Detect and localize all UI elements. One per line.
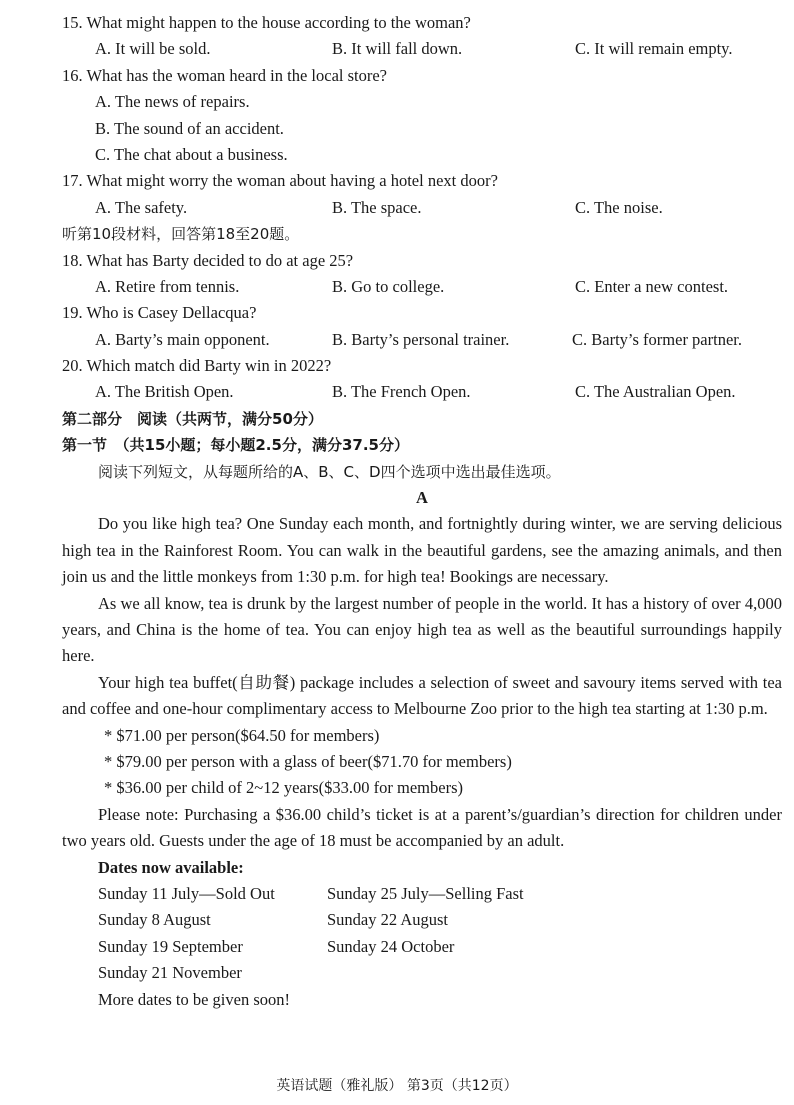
question-15 (62, 10, 782, 36)
price-item: * $71.00 per person($64.50 for members) (104, 725, 380, 745)
date-item: Sunday 24 October (327, 936, 455, 956)
option-b: B. Go to college. (332, 276, 445, 296)
option-c: C. Enter a new contest. (575, 276, 729, 296)
price-item: * $36.00 per child of 2~12 years($33.00 for members) (104, 778, 464, 798)
question-text: 20. Which match did Barty win in 2022? (62, 356, 332, 376)
section-instruction: 听第10段材料，回答第18至20题。 (62, 225, 300, 244)
date-item: Sunday 11 July—Sold Out (98, 884, 275, 904)
question-19 (62, 300, 782, 326)
question-16 (62, 63, 782, 89)
option-a: A. The news of repairs. (95, 92, 250, 112)
option-b: B. It will fall down. (332, 39, 463, 59)
date-item: Sunday 19 September (98, 936, 243, 956)
date-item: Sunday 8 August (98, 910, 211, 930)
dates-row (62, 881, 782, 907)
option-c: C. The Australian Open. (575, 382, 736, 402)
passage-note: Please note: Purchasing a $36.00 child’s ticket is at a parent’s/guardian’s direction for children under two years old. Guests under the age of 18 must be accompanied by an adult. (62, 804, 782, 851)
price-item: * $79.00 per person with a glass of beer($71.70 for members) (104, 752, 512, 772)
passage-paragraph-1: Do you like high tea? One Sunday each month, and fortnightly during winter, we are serving delicious high tea in the Rainforest Room. You can walk in the beautiful gardens, see the amazing animals, and then join us and the little monkeys from 1:30 p.m. for high tea! Bookings are necessary. (62, 514, 782, 587)
passage-label: A (416, 488, 428, 508)
dates-row (62, 934, 782, 960)
dates-row (62, 907, 782, 933)
dates-row (62, 960, 782, 986)
question-text: 15. What might happen to the house according to the woman? (62, 13, 471, 32)
option-b: B. Barty’s personal trainer. (332, 329, 510, 349)
dates-title: Dates now available: (98, 857, 244, 877)
option-b: B. The sound of an accident. (95, 118, 284, 138)
options-20 (62, 379, 782, 405)
question-text: 19. Who is Casey Dellacqua? (62, 303, 257, 323)
options-17 (62, 195, 782, 221)
option-b: B. The space. (332, 197, 422, 217)
question-18 (62, 248, 782, 274)
question-text: 18. What has Barty decided to do at age 25? (62, 250, 354, 270)
option-a: A. The British Open. (95, 382, 234, 402)
option-c: C. It will remain empty. (575, 39, 733, 59)
options-15 (62, 36, 782, 62)
option-c: C. The noise. (575, 197, 663, 217)
question-text: 17. What might worry the woman about having a hotel next door? (62, 171, 498, 191)
date-item: Sunday 21 November (98, 963, 242, 983)
option-b: B. The French Open. (332, 382, 471, 402)
option-a: A. Retire from tennis. (95, 276, 240, 296)
page-footer: 英语试题（雅礼版） 第3页（共12页） (276, 1078, 518, 1094)
exam-page (62, 10, 782, 1013)
option-a: A. Barty’s main opponent. (95, 329, 270, 349)
question-17 (62, 168, 782, 194)
section-title: 第一节 （共15小题；每小题2.5分，满分37.5分） (62, 436, 409, 455)
question-text: 16. What has the woman heard in the local store? (62, 65, 388, 85)
option-a: A. It will be sold. (95, 39, 211, 59)
options-18 (62, 274, 782, 300)
reading-instruction: 阅读下列短文，从每题所给的A、B、C、D四个选项中选出最佳选项。 (98, 462, 561, 481)
part-title: 第二部分 阅读（共两节，满分50分） (62, 409, 323, 428)
option-c: C. The chat about a business. (95, 144, 288, 164)
options-19 (62, 327, 782, 353)
passage-paragraph-3: Your high tea buffet(自助餐) package includes a selection of sweet and savoury items served with tea and coffee and one-hour complimentary access to Melbourne Zoo prior to the high tea starting at 1:30 p.m. (62, 672, 782, 719)
option-c: C. Barty’s former partner. (572, 329, 742, 349)
passage-paragraph-2: As we all know, tea is drunk by the largest number of people in the world. It has a history of over 4,000 years, and China is the home of tea. You can enjoy high tea as well as the beautiful surroundings happily here. (62, 593, 782, 666)
option-a: A. The safety. (95, 197, 188, 217)
date-item: Sunday 22 August (327, 910, 449, 930)
question-20 (62, 353, 782, 379)
more-dates-note: More dates to be given soon! (98, 989, 290, 1009)
date-item: Sunday 25 July—Selling Fast (327, 884, 524, 904)
